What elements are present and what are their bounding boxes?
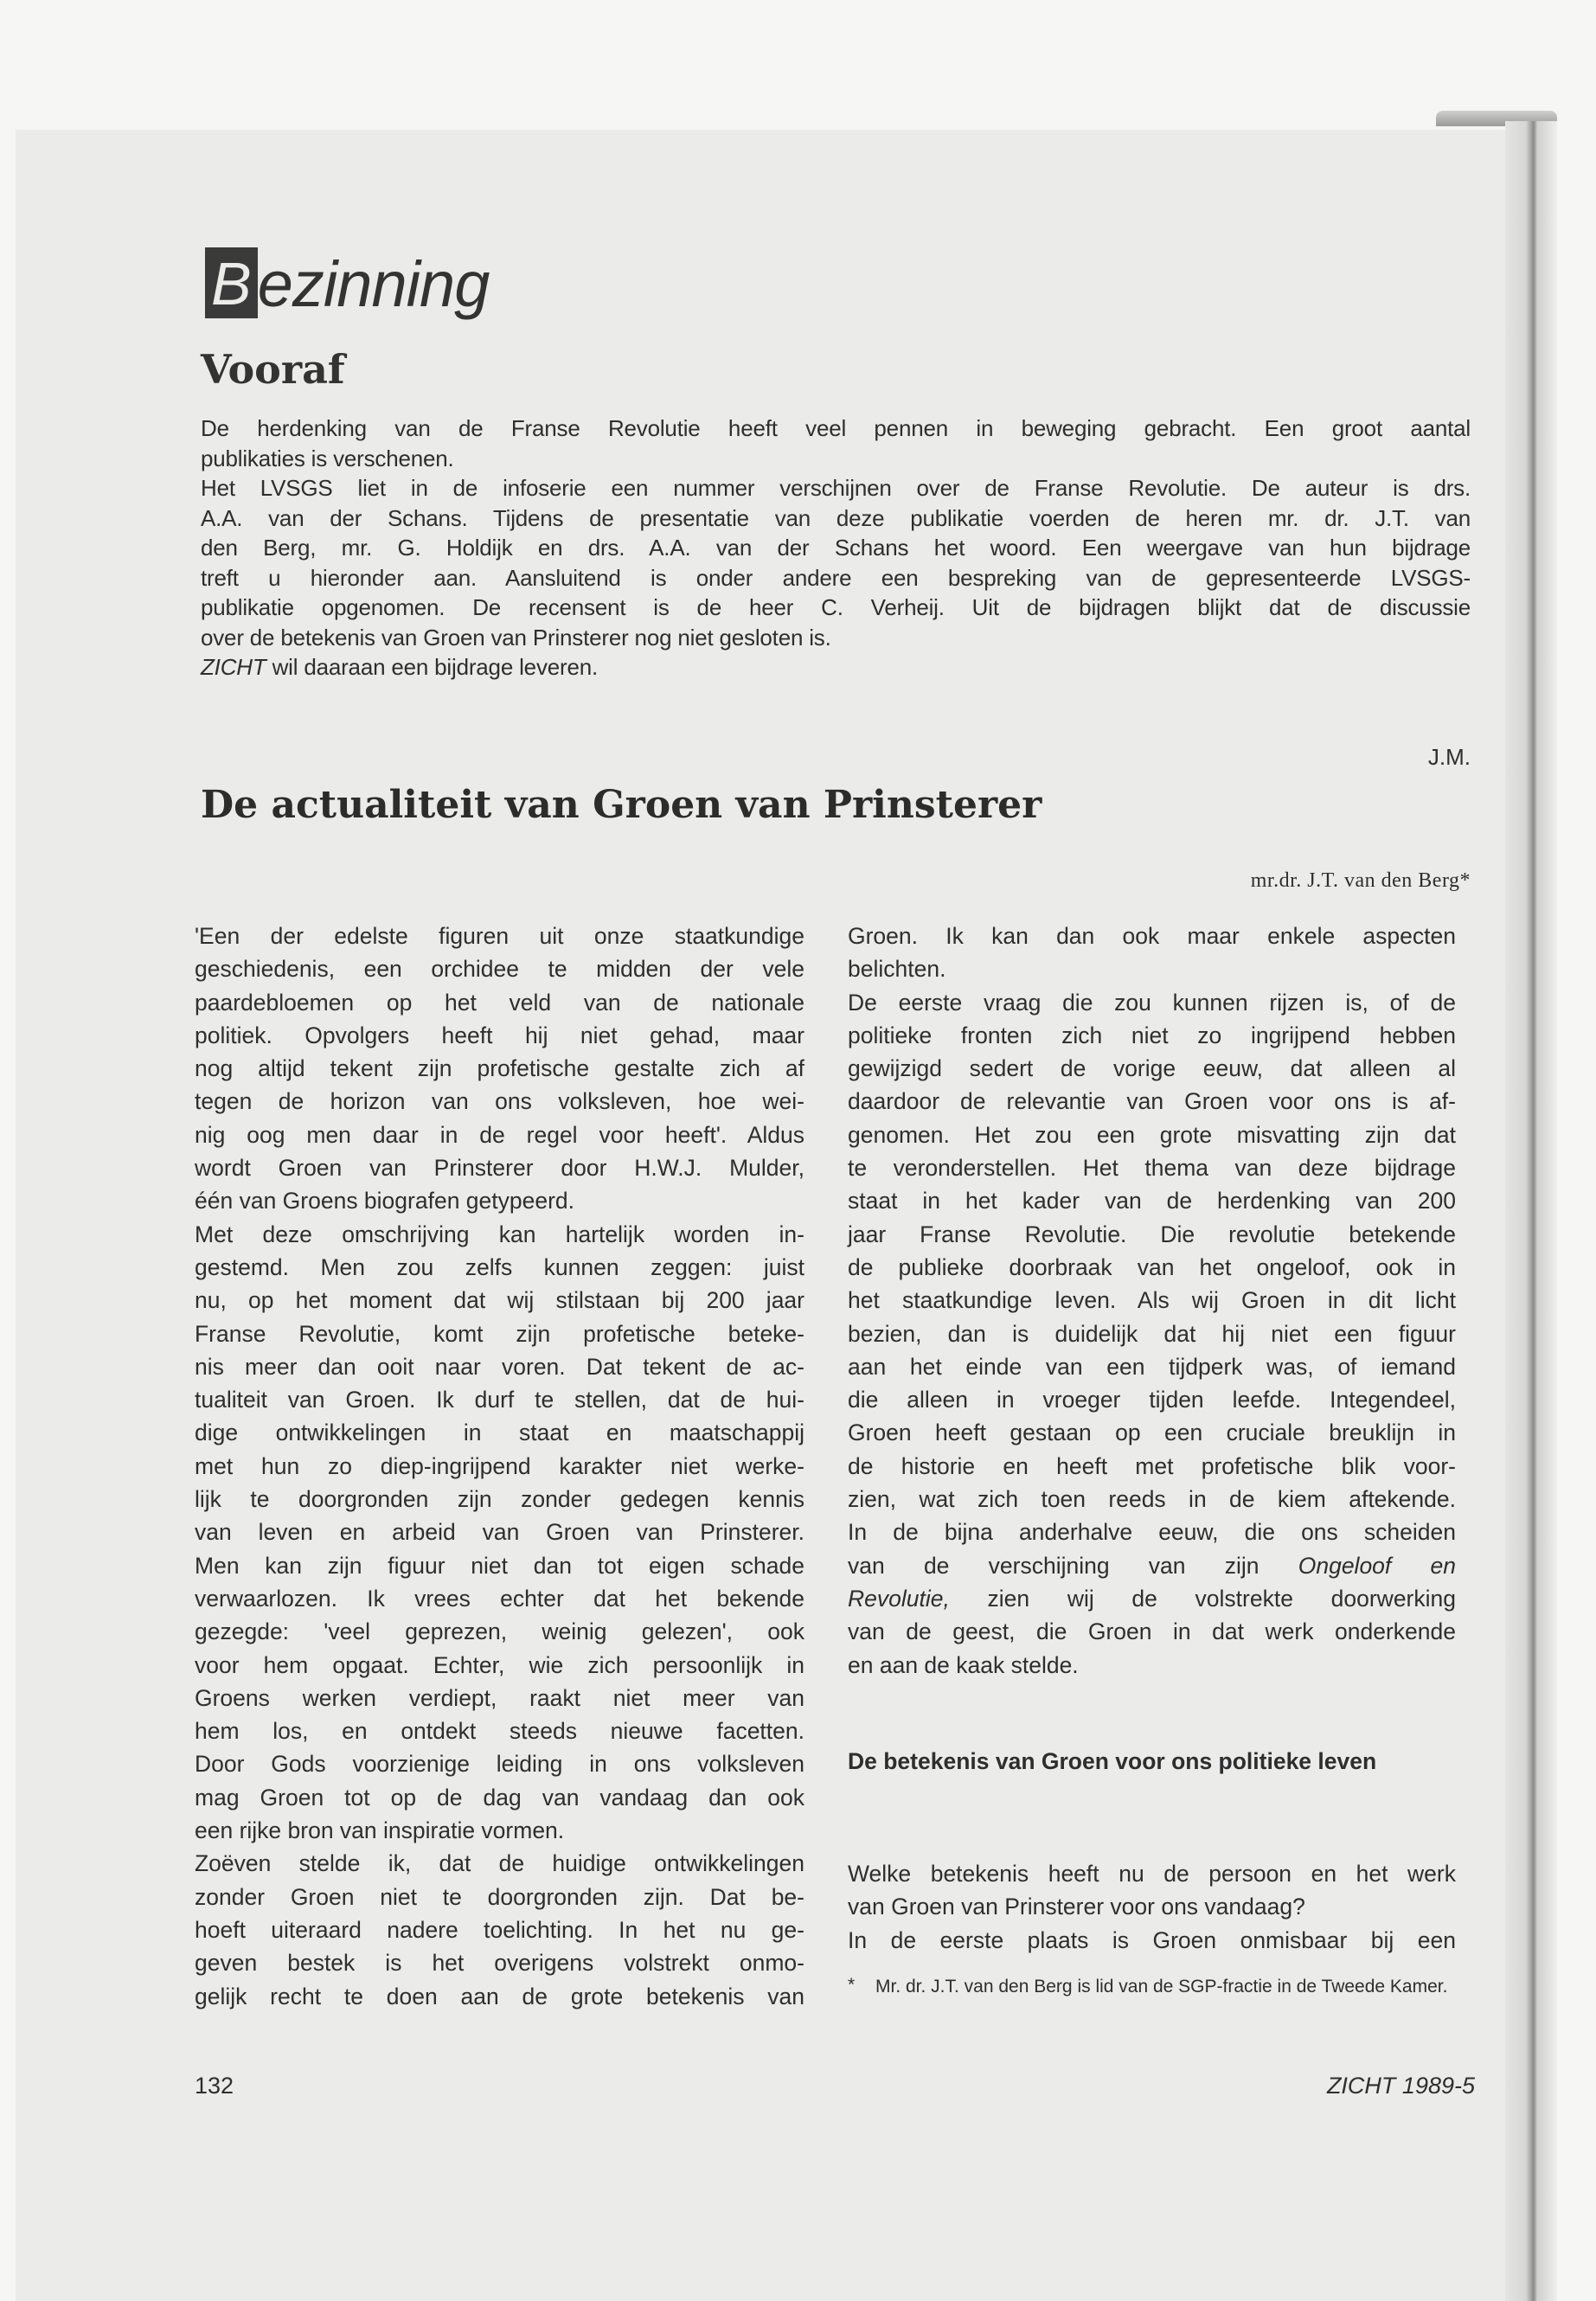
text-line: wordt Groen van Prinsterer door H.W.J. Mulder, — [195, 1155, 804, 1182]
text-line: zonder Groen niet te doorgronden zijn. Dat be- — [195, 1883, 804, 1910]
text-line — [848, 1582, 1456, 1615]
text-line: paardebloemen op het veld van de nationale — [195, 989, 804, 1016]
preface-line: publikatie opgenomen. De recensent is de heer C. Verheij. Uit de bijdragen blijkt dat de discussie — [201, 594, 1471, 620]
footnote — [848, 1975, 1456, 1998]
article-left-column — [195, 920, 804, 2013]
preface-line: De herdenking van de Franse Revolutie heeft veel pennen in beweging gebracht. Een groot aantal — [201, 415, 1471, 441]
journal-issue-number: 1989-5 — [1395, 2073, 1475, 2099]
text-line: Men kan zijn figuur niet dan tot eigen schade — [195, 1552, 804, 1579]
preface-line: over de betekenis van Groen van Prinsterer nog niet gesloten is. — [201, 624, 831, 651]
text-line: van leven en arbeid van Groen van Prinsterer. — [195, 1519, 804, 1546]
text-line: een rijke bron van inspiratie vormen. — [195, 1817, 565, 1844]
text-line: Groen heeft gestaan op een cruciale breuklijn in — [848, 1420, 1456, 1446]
preface-line — [201, 652, 1471, 683]
text-line: gestemd. Men zou zelfs kunnen zeggen: juist — [195, 1253, 804, 1280]
text-line: van de geest, die Groen in dat werk onderkende — [848, 1618, 1456, 1645]
text-line: voor hem opgaat. Echter, wie zich persoonlijk in — [195, 1651, 804, 1678]
text-line: lijk te doorgronden zijn zonder gedegen kennis — [195, 1486, 804, 1513]
text-line: gezegde: 'veel geprezen, weinig gelezen', ook — [195, 1618, 804, 1645]
text-segment: van de verschijning van zijn — [848, 1552, 1298, 1579]
journal-issue — [1327, 2073, 1475, 2099]
text-line: gelijk recht te doen aan de grote betekenis van — [195, 1983, 804, 2009]
text-line: het staatkundige leven. Als wij Groen in dit licht — [848, 1287, 1456, 1314]
text-line: dige ontwikkelingen in staat en maatschappij — [195, 1420, 804, 1446]
text-line: van Groen van Prinsterer voor ons vandaag? — [848, 1894, 1305, 1920]
text-segment: wil daaraan een bijdrage leveren. — [266, 654, 599, 680]
text-line: 'Een der edelste figuren uit onze staatkundige — [195, 923, 804, 949]
text-line: In de bijna anderhalve eeuw, die ons scheiden — [848, 1519, 1456, 1546]
text-line: zien, wat zich toen reeds in de kiem aftekende. — [848, 1486, 1456, 1513]
text-line: politieke fronten zich niet zo ingrijpend hebben — [848, 1022, 1456, 1048]
article-right-column — [848, 920, 1456, 1682]
text-line: één van Groens biografen getypeerd. — [195, 1188, 575, 1215]
text-line: de publieke doorbraak van het ongeloof, ook in — [848, 1253, 1456, 1280]
preface-signature: J.M. — [1427, 744, 1471, 770]
text-line: belichten. — [848, 956, 946, 983]
italic-text: Ongeloof en — [1298, 1552, 1456, 1579]
text-line: bezien, dan is duidelijk dat hij niet een figuur — [848, 1320, 1456, 1347]
preface-text — [201, 413, 1471, 683]
preface-line: publikaties is verschenen. — [201, 445, 454, 471]
text-line: de historie en heeft met profetische blik voor- — [848, 1452, 1456, 1479]
text-line: en aan de kaak stelde. — [848, 1651, 1079, 1678]
footnote-mark: * — [848, 1975, 856, 1995]
text-line: De eerste vraag die zou kunnen rijzen is, of de — [848, 989, 1456, 1016]
text-line: nu, op het moment dat wij stilstaan bij 200 jaar — [195, 1287, 804, 1314]
page-number: 132 — [195, 2073, 234, 2099]
text-line: die alleen in vroeger tijden leefde. Integendeel, — [848, 1387, 1456, 1413]
text-line: hem los, en ontdekt steeds nieuwe facetten. — [195, 1718, 804, 1745]
text-line: geschiedenis, een orchidee te midden der vele — [195, 956, 804, 983]
text-line: hoeft uiteraard nadere toelichting. In het nu ge- — [195, 1916, 804, 1943]
text-line: daardoor de relevantie van Groen voor ons is af- — [848, 1088, 1456, 1115]
article-title: De actualiteit van Groen van Prinsterer — [201, 783, 1042, 827]
book-binding — [1505, 121, 1557, 2301]
text-line: nis meer dan ooit naar voren. Dat tekent de ac- — [195, 1353, 804, 1380]
article-subheading: De betekenis van Groen voor ons politieke leven — [848, 1748, 1377, 1774]
text-line: politiek. Opvolgers heeft hij niet gehad, maar — [195, 1022, 804, 1048]
text-line: staat in het kader van de herdenking van 200 — [848, 1188, 1456, 1215]
text-line: genomen. Het zou een grote misvatting zijn dat — [848, 1121, 1456, 1148]
text-line: tegen de horizon van ons volksleven, hoe wei- — [195, 1088, 804, 1115]
text-line: Zoëven stelde ik, dat de huidige ontwikkelingen — [195, 1850, 804, 1877]
text-line: geven bestek is het overigens volstrekt onmo- — [195, 1950, 804, 1977]
section-logo-initial: B — [205, 247, 258, 318]
text-line: gewijzigd sedert de vorige eeuw, dat alleen al — [848, 1055, 1456, 1082]
text-line: tualiteit van Groen. Ik durf te stellen, dat de hui- — [195, 1387, 804, 1413]
text-line: Door Gods voorzienige leiding in ons volksleven — [195, 1751, 804, 1778]
italic-text: Revolutie, — [848, 1585, 950, 1612]
article-right-column-continued — [848, 1857, 1456, 1957]
text-line: nig oog men daar in de regel voor heeft'. Aldus — [195, 1121, 804, 1148]
text-line: Franse Revolutie, komt zijn profetische beteke- — [195, 1320, 804, 1347]
preface-line: Het LVSGS liet in de infoserie een nummer verschijnen over de Franse Revolutie. De auteur is drs. — [201, 475, 1471, 501]
italic-text: ZICHT — [201, 654, 266, 680]
section-logo-text: ezinning — [257, 248, 490, 320]
preface-line: A.A. van der Schans. Tijdens de presentatie van deze publikatie voerden de heren mr. dr. J.T. van — [201, 504, 1471, 531]
text-line: Groen. Ik kan dan ook maar enkele aspecten — [848, 923, 1456, 949]
text-line: Met deze omschrijving kan hartelijk worden in- — [195, 1221, 804, 1247]
text-line: met hun zo diep-ingrijpend karakter niet werke- — [195, 1452, 804, 1479]
footnote-text: Mr. dr. J.T. van den Berg is lid van de SGP-fractie in de Tweede Kamer. — [875, 1977, 1448, 1997]
text-line: In de eerste plaats is Groen onmisbaar bij een — [848, 1926, 1456, 1953]
text-line: verwaarlozen. Ik vrees echter dat het bekende — [195, 1585, 804, 1612]
article-byline: mr.dr. J.T. van den Berg* — [1250, 869, 1471, 892]
preface-line: den Berg, mr. G. Holdijk en drs. A.A. van der Schans het woord. Een weergave van hun bijdrage — [201, 535, 1471, 561]
text-line — [848, 1549, 1456, 1582]
journal-name: ZICHT — [1326, 2073, 1396, 2099]
text-line: jaar Franse Revolutie. Die revolutie betekende — [848, 1221, 1456, 1247]
text-line: Welke betekenis heeft nu de persoon en het werk — [848, 1861, 1456, 1887]
section-logo — [205, 244, 489, 318]
text-segment: zien wij de volstrekte doorwerking — [949, 1585, 1456, 1612]
text-line: aan het einde van een tijdperk was, of iemand — [848, 1353, 1456, 1380]
text-line: nog altijd tekent zijn profetische gestalte zich af — [195, 1055, 804, 1082]
text-line: Groens werken verdiept, raakt niet meer van — [195, 1684, 804, 1711]
preface-heading: Vooraf — [201, 346, 345, 393]
preface-line: treft u hieronder aan. Aansluitend is onder andere een bespreking van de gepresenteerde LVSGS- — [201, 564, 1471, 591]
text-line: mag Groen tot op de dag van vandaag dan ook — [195, 1784, 804, 1811]
text-line: te veronderstellen. Het thema van deze bijdrage — [848, 1155, 1456, 1182]
